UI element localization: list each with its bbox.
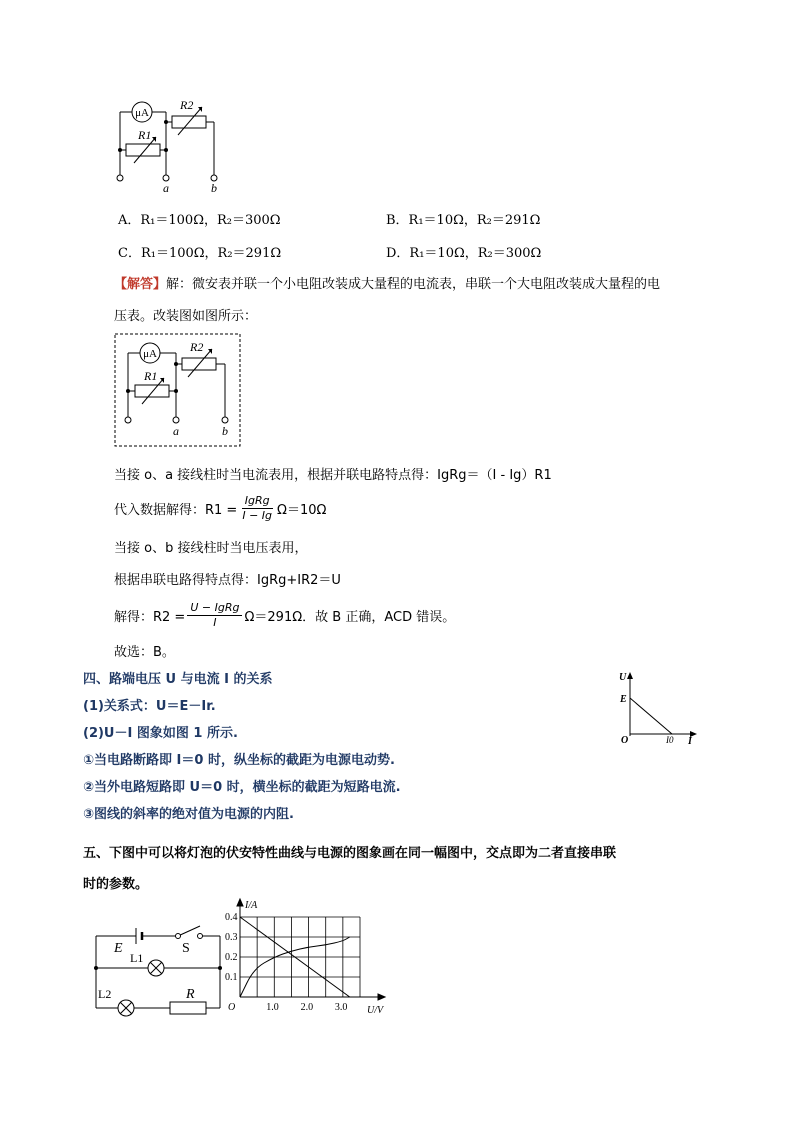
answer-line-6: 根据串联电路得特点得：IgRg+IR2＝U [114, 573, 341, 588]
option-b: B．R₁＝10Ω，R₂＝291Ω [386, 213, 541, 228]
question-circuit-diagram [110, 95, 225, 195]
meter-label: μA [135, 107, 149, 119]
ui-o-label: O [621, 735, 629, 746]
answer-line-7-prefix: 解得：R2 = [114, 609, 186, 625]
answer-line-7 [114, 594, 455, 636]
answer-line-8: 故选：B。 [114, 645, 175, 660]
ui-graph [616, 668, 698, 746]
section4-title: 四、路端电压 U 与电流 I 的关系 [83, 672, 273, 687]
r2-label: R2 [180, 98, 194, 112]
answer-line-4-prefix: 代入数据解得：R1 = [114, 502, 238, 518]
answer-circuit-diagram [114, 333, 242, 448]
r1-label-2: R1 [144, 369, 158, 383]
fraction-1-num: IgRg [242, 494, 273, 509]
answer-line-1 [114, 273, 660, 292]
answer-text-1: 解：微安表并联一个小电阻改装成大量程的电流表，串联一个大电阻改装成大量程的电 [166, 277, 661, 292]
ui-i0-label: I0 [666, 735, 674, 745]
answer-line-5: 当接 o、b 接线柱时当电压表用， [114, 541, 308, 556]
lamp1-label: L1 [130, 951, 144, 965]
fraction-2-num: U − IgRg [187, 601, 242, 616]
ui-i-label: I [688, 736, 692, 746]
x-tick-label: 1.0 [266, 1002, 279, 1013]
ui-u-label: U [619, 672, 627, 683]
origin-label: O [228, 1002, 236, 1013]
answer-line-3: 当接 o、a 接线柱时当电流表用，根据并联电路特点得：IgRg＝（I - Ig）R1 [114, 468, 552, 483]
section5-line2: 时的参数。 [83, 877, 149, 892]
fraction-2 [187, 601, 242, 630]
option-c: C．R₁＝100Ω，R₂＝291Ω [118, 246, 282, 261]
terminal-a-label: a [163, 181, 169, 195]
ui-e-label: E [620, 694, 627, 705]
y-tick-label: 0.3 [225, 932, 238, 943]
resistor-label: R [186, 987, 195, 1002]
r1-label: R1 [138, 128, 152, 142]
section4-item5: ③图线的斜率的绝对值为电源的内阻. [83, 807, 294, 822]
section4-item2: (2)U－I 图象如图 1 所示. [83, 726, 238, 741]
lamp-circuit-diagram [90, 920, 230, 1020]
y-tick-label: 0.1 [225, 972, 238, 983]
fraction-1-den: I − Ig [242, 508, 273, 522]
section4-item4: ②当外电路短路即 U＝0 时，横坐标的截距为短路电流. [83, 780, 401, 795]
answer-line-2: 压表。改装图如图所示： [114, 309, 258, 324]
answer-line-4 [114, 487, 326, 529]
section4-item3: ①当电路断路即 I＝0 时，纵坐标的截距为电源电动势. [83, 753, 395, 768]
answer-tag: 【解答】 [114, 277, 167, 292]
x-tick-label: 2.0 [300, 1002, 314, 1013]
section5-line1: 五、下图中可以将灯泡的伏安特性曲线与电源的图象画在同一幅图中，交点即为二者直接串联 [83, 846, 617, 861]
emf-label: E [114, 941, 123, 956]
lamp2-label: L2 [98, 987, 112, 1001]
y-axis-label: I/A [245, 900, 258, 911]
y-tick-label: 0.4 [225, 912, 238, 923]
meter-label-2: μA [143, 348, 157, 360]
option-d: D．R₁＝10Ω，R₂＝300Ω [386, 246, 542, 261]
answer-line-7-suffix: Ω＝291Ω．故 B 正确，ACD 错误。 [244, 609, 456, 625]
option-a: A．R₁＝100Ω，R₂＝300Ω [118, 213, 281, 228]
y-tick-label: 0.2 [225, 952, 238, 963]
terminal-b-label: b [211, 181, 217, 195]
y-axis-arrow [237, 899, 243, 906]
r2-label-2: R2 [190, 340, 204, 354]
switch-label: S [182, 941, 190, 956]
terminal-a-label-2: a [173, 424, 179, 438]
x-axis-label: U/V [367, 1005, 384, 1016]
terminal-b-label-2: b [222, 424, 228, 438]
fraction-2-den: I [213, 615, 217, 629]
x-tick-label: 3.0 [334, 1002, 348, 1013]
answer-line-4-suffix: Ω＝10Ω [277, 502, 327, 518]
fraction-1 [239, 494, 275, 523]
iv-chart [225, 897, 390, 1019]
series-bulb [240, 937, 350, 997]
x-axis-arrow [378, 994, 385, 1000]
section4-item1: (1)关系式：U＝E－Ir. [83, 699, 216, 714]
